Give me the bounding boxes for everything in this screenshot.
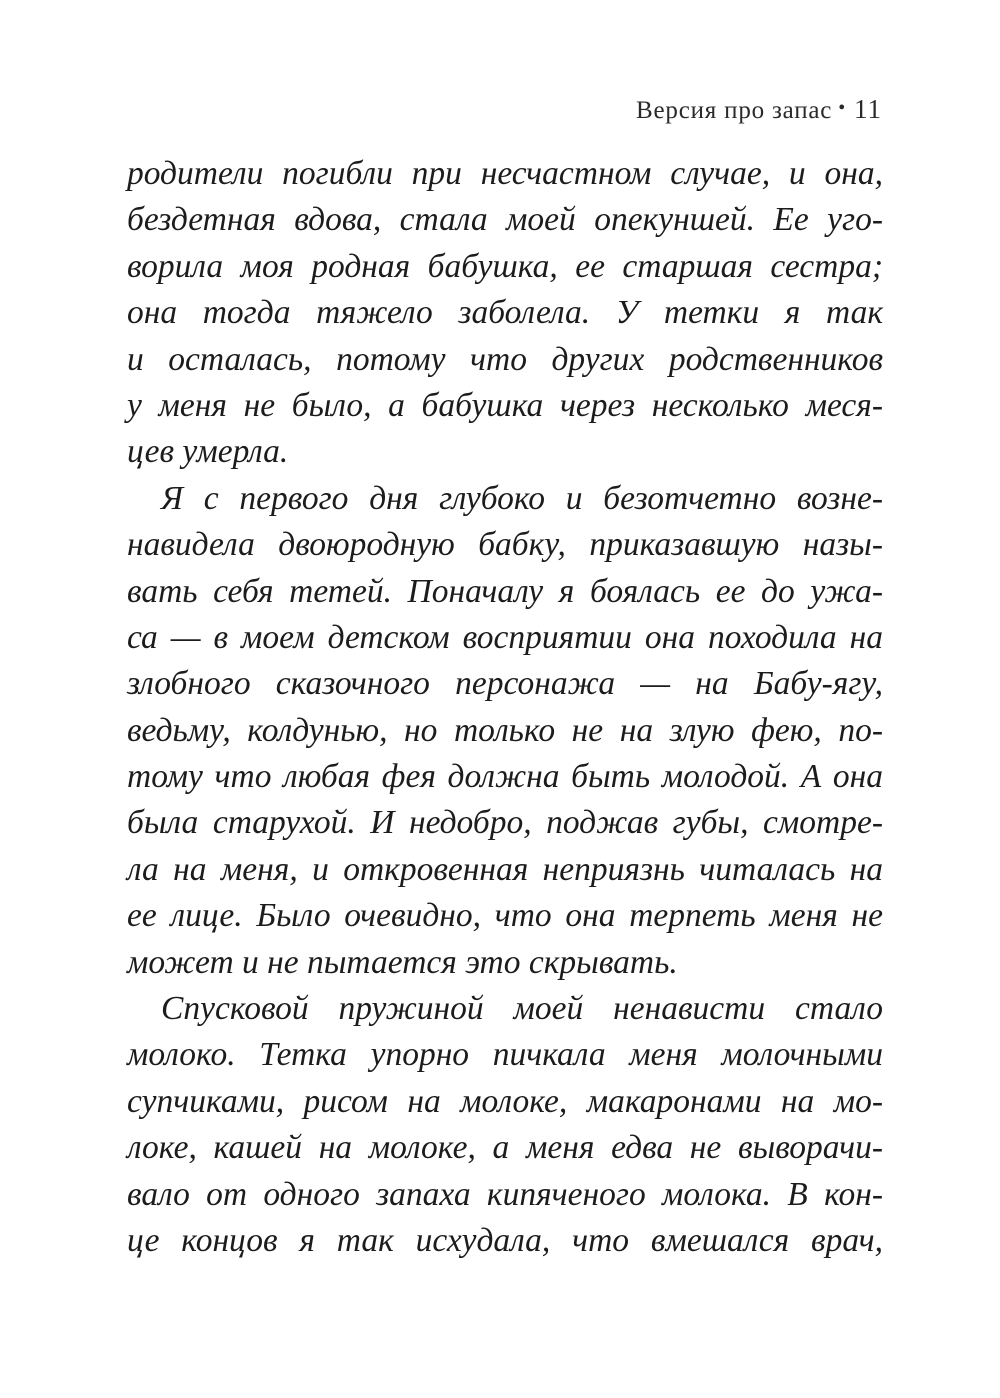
paragraph-3 bbox=[127, 986, 883, 1264]
running-title: Версия про запас bbox=[636, 97, 833, 124]
header-bullet: • bbox=[838, 97, 846, 119]
text-line: она тогда тяжело заболела. У тетки я так bbox=[127, 294, 883, 332]
text-line: навидела двоюродную бабку, приказавшую назы- bbox=[127, 526, 883, 564]
text-line: злобного сказочного персонажа — на Бабу-ягу, bbox=[127, 665, 883, 703]
text-line: ведьму, колдунью, но только не на злую фею, по- bbox=[127, 711, 883, 749]
text-line: молоко. Тетка упорно пичкала меня молочными bbox=[127, 1036, 883, 1074]
paragraph-2 bbox=[127, 476, 883, 986]
text-line: локе, кашей на молоке, а меня едва не выворачи- bbox=[127, 1129, 883, 1167]
running-head bbox=[636, 92, 882, 129]
text-line: вать себя тетей. Поначалу я боялась ее до ужа- bbox=[127, 572, 883, 610]
text-line: может и не пытается это скрывать. bbox=[127, 943, 678, 981]
text-line: бездетная вдова, стала моей опекуншей. Ее уго- bbox=[127, 201, 883, 239]
text-line: у меня не было, а бабушка через несколько меся- bbox=[127, 386, 883, 424]
text-line: Спусковой пружиной моей ненависти стало bbox=[161, 990, 883, 1028]
page-number: 11 bbox=[854, 94, 882, 124]
text-line: са — в моем детском восприятии она походила на bbox=[127, 618, 883, 656]
text-line: Я с первого дня глубоко и безотчетно возне- bbox=[161, 479, 883, 517]
text-line: тому что любая фея должна быть молодой. А она bbox=[127, 758, 883, 796]
text-line: це концов я так исхудала, что вмешался врач, bbox=[127, 1221, 883, 1259]
text-line: вало от одного запаха кипяченого молока. В кон- bbox=[127, 1175, 883, 1213]
text-line: родители погибли при несчастном случае, и она, bbox=[127, 155, 883, 192]
text-line: ворила моя родная бабушка, ее старшая сестра; bbox=[127, 247, 883, 285]
text-line: была старухой. И недобро, поджав губы, смотре- bbox=[127, 804, 883, 842]
text-line: ла на меня, и откровенная неприязнь читалась на bbox=[127, 850, 883, 888]
text-line: ее лице. Было очевидно, что она терпеть меня не bbox=[127, 897, 883, 935]
paragraph-1 bbox=[127, 151, 883, 476]
text-line: супчиками, рисом на молоке, макаронами на мо- bbox=[127, 1082, 883, 1120]
body-text bbox=[127, 151, 883, 1264]
text-line: цев умерла. bbox=[127, 433, 289, 471]
text-line: и осталась, потому что других родственников bbox=[127, 340, 883, 378]
